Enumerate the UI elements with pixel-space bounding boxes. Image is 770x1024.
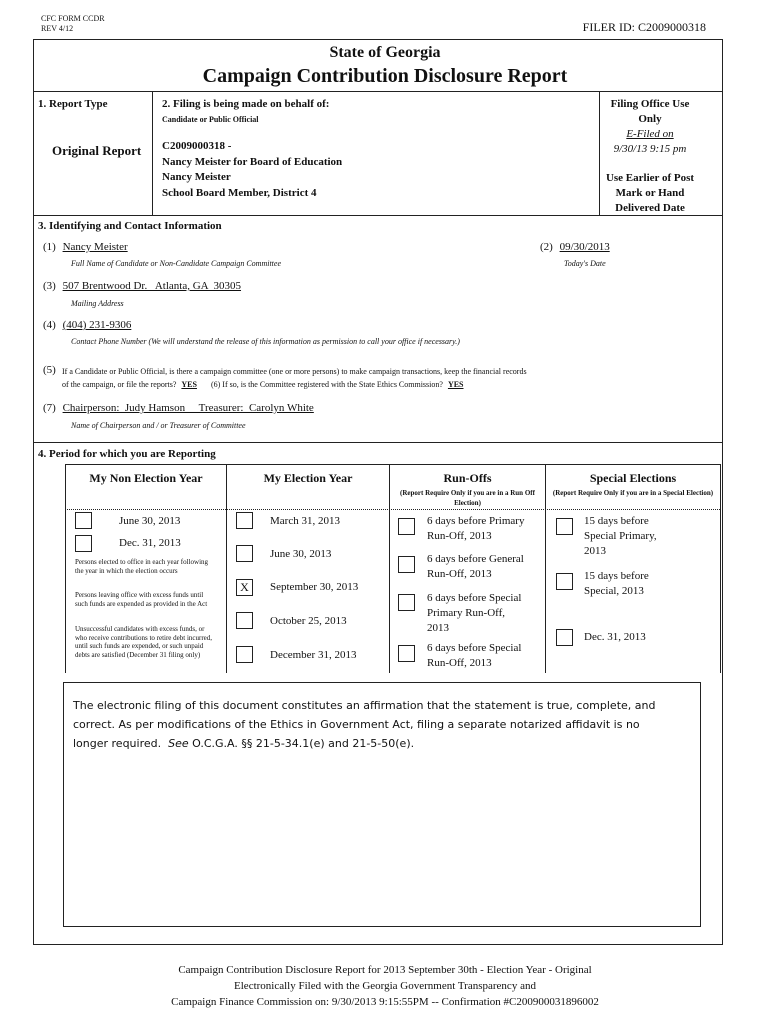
- primary-runoff-line1: 6 days before Primary: [427, 515, 525, 527]
- filer-id-line: C2009000318 -: [162, 140, 232, 152]
- field-3-row: [43, 280, 241, 292]
- field-4-row: [43, 319, 131, 331]
- june-30-nonelection-checkbox[interactable]: [75, 512, 92, 529]
- special-election-label: [584, 569, 649, 599]
- period-col-rule-1: [226, 464, 227, 673]
- special-runoff-line2: Run-Off, 2013: [427, 657, 492, 669]
- affirmation-line-3: [73, 734, 683, 753]
- field-1-label: Full Name of Candidate or Non-Candidate Campaign Committee: [71, 259, 281, 268]
- period-header-rule: [65, 509, 720, 510]
- form-code-name: CFC FORM CCDR: [41, 14, 105, 23]
- filer-id: FILER ID: C2009000318: [582, 20, 706, 34]
- september-30-checkbox[interactable]: X: [236, 579, 253, 596]
- special-primary-line3: 2013: [584, 545, 606, 557]
- section1-heading: 1. Report Type: [38, 98, 108, 110]
- run-offs-note: (Report Require Only if you are in a Run Off Election): [400, 489, 535, 507]
- primary-runoff-line2: Run-Off, 2013: [427, 530, 492, 542]
- nonelection-note-1: Persons elected to office in each year following the year in which the election occurs: [75, 558, 209, 575]
- run-offs-header: Run-Offs: [443, 471, 492, 485]
- field-3-label: Mailing Address: [71, 299, 124, 308]
- rule-under-title: [33, 91, 723, 92]
- field-1-number: (1): [43, 241, 56, 253]
- mailing-address: 507 Brentwood Dr. Atlanta, GA 30305: [62, 280, 242, 292]
- section3-heading: 3. Identifying and Contact Information: [38, 220, 222, 232]
- section4-heading: 4. Period for which you are Reporting: [38, 448, 216, 460]
- general-runoff-label: [427, 552, 524, 582]
- field-7-label: Name of Chairperson and / or Treasurer of Committee: [71, 421, 246, 430]
- march-31-checkbox[interactable]: [236, 512, 253, 529]
- special-runoff-label: [427, 641, 521, 671]
- special-election-checkbox[interactable]: [556, 573, 573, 590]
- footer: [0, 962, 770, 1010]
- affirmation-citation: O.C.G.A. §§ 21-5-34.1(e) and 21-5-50(e).: [188, 737, 415, 750]
- field-5-question-2: of the campaign, or file the reports?: [62, 380, 177, 389]
- general-runoff-line2: Run-Off, 2013: [427, 568, 492, 580]
- special-primary-runoff-line1: 6 days before Special: [427, 592, 522, 604]
- general-runoff-checkbox[interactable]: [398, 556, 415, 573]
- special-primary-runoff-label: [427, 591, 521, 636]
- special-primary-checkbox[interactable]: [556, 518, 573, 535]
- field-4-number: (4): [43, 319, 56, 331]
- committee-name: Nancy Meister for Board of Education: [162, 155, 343, 168]
- special-primary-label: [584, 514, 657, 559]
- footer-line-1: Campaign Contribution Disclosure Report for 2013 September 30th - Election Year - Original: [178, 964, 592, 976]
- field-4-label: Contact Phone Number (We will understand the release of this information as permission to call your office if necessary.): [71, 337, 460, 346]
- special-runoff-line1: 6 days before Special: [427, 642, 522, 654]
- affirmation-see: See: [168, 737, 189, 750]
- field-7-number: (7): [43, 402, 56, 414]
- report-type-value: Original Report: [52, 143, 142, 158]
- september-30-label: September 30, 2013: [270, 581, 359, 593]
- filer-details: [162, 139, 342, 201]
- rule-section4: [33, 442, 723, 443]
- december-31-election-checkbox[interactable]: [236, 646, 253, 663]
- candidate-full-name: Nancy Meister: [62, 241, 128, 253]
- special-runoff-checkbox[interactable]: [398, 645, 415, 662]
- special-elections-header: Special Elections: [589, 471, 677, 485]
- affirmation-line-3a: longer required.: [73, 737, 169, 750]
- period-table-top: [65, 464, 720, 465]
- dec-31-nonelection-checkbox[interactable]: [75, 535, 92, 552]
- filing-note-1: Use Earlier of Post: [605, 172, 695, 184]
- footer-line-2: Electronically Filed with the Georgia Government Transparency and: [234, 980, 536, 992]
- field-3-number: (3): [43, 280, 56, 292]
- june-30-election-checkbox[interactable]: [236, 545, 253, 562]
- chair-treasurer: Chairperson: Judy Hamson Treasurer: Carolyn White: [62, 402, 314, 414]
- efiled-date: 9/30/13 9:15 pm: [613, 143, 687, 155]
- december-31-election-label: December 31, 2013: [270, 649, 357, 661]
- filing-office-box: [600, 97, 700, 216]
- field-2-number: (2): [540, 241, 553, 253]
- election-year-header: My Election Year: [263, 471, 353, 485]
- june-30-election-label: June 30, 2013: [270, 548, 332, 560]
- special-election-line2: Special, 2013: [584, 585, 644, 597]
- primary-runoff-label: [427, 514, 524, 544]
- filing-note-3: Delivered Date: [615, 202, 685, 214]
- form-title: Campaign Contribution Disclosure Report: [202, 65, 568, 87]
- efiled-label: E-Filed on: [626, 128, 674, 140]
- period-col-rule-4: [720, 464, 721, 673]
- period-col-rule-0: [65, 464, 66, 673]
- period-col-rule-3: [545, 464, 546, 673]
- field-1-row: [43, 241, 128, 253]
- registered-answer: YES: [447, 380, 464, 389]
- special-primary-line1: 15 days before: [584, 515, 649, 527]
- affirmation-text: [73, 696, 683, 753]
- committee-answer: YES: [181, 380, 197, 389]
- filing-note-2: Mark or Hand: [615, 187, 685, 199]
- dec-31-special-label: Dec. 31, 2013: [584, 631, 646, 643]
- candidate-name: Nancy Meister: [162, 171, 231, 183]
- march-31-label: March 31, 2013: [270, 515, 340, 527]
- october-25-checkbox[interactable]: [236, 612, 253, 629]
- field-6-question: (6) If so, is the Committee registered with the State Ethics Commission?: [210, 380, 443, 389]
- form-code: [41, 14, 105, 34]
- june-30-nonelection-label: June 30, 2013: [119, 515, 181, 527]
- affirmation-line-1: The electronic filing of this document constitutes an affirmation that the statement is true, complete, and: [73, 699, 656, 712]
- filer-type: Candidate or Public Official: [162, 115, 259, 124]
- filing-office-label: Filing Office Use: [610, 98, 690, 110]
- october-25-label: October 25, 2013: [270, 615, 347, 627]
- form-revision: REV 4/12: [41, 24, 74, 33]
- dec-31-nonelection-label: Dec. 31, 2013: [119, 537, 181, 549]
- special-primary-runoff-line2: Primary Run-Off,: [427, 607, 506, 619]
- rule-col1: [152, 91, 153, 215]
- section2-heading: 2. Filing is being made on behalf of:: [162, 98, 330, 110]
- affirmation-line-2: correct. As per modifications of the Ethics in Government Act, filing a separate notarized affidavit is no: [73, 718, 640, 731]
- special-primary-runoff-checkbox[interactable]: [398, 594, 415, 611]
- filing-office-label-2: Only: [638, 113, 662, 125]
- form-state: State of Georgia: [329, 44, 441, 61]
- primary-runoff-checkbox[interactable]: [398, 518, 415, 535]
- nonelection-note-2: Persons leaving office with excess funds until such funds are expended as provided in the Act: [75, 591, 208, 608]
- non-election-year-header: My Non Election Year: [89, 471, 203, 485]
- office-sought: School Board Member, District 4: [162, 186, 317, 199]
- footer-line-3: Campaign Finance Commission on: 9/30/2013 9:15:55PM -- Confirmation #C200900031896002: [171, 996, 599, 1008]
- special-election-line1: 15 days before: [584, 570, 649, 582]
- todays-date: 09/30/2013: [559, 241, 610, 253]
- special-primary-line2: Special Primary,: [584, 530, 657, 542]
- field-7-row: [43, 402, 314, 414]
- period-col-rule-2: [389, 464, 390, 673]
- special-elections-note: (Report Require Only if you are in a Special Election): [552, 489, 714, 497]
- contact-phone: (404) 231-9306: [62, 319, 132, 331]
- special-primary-runoff-line3: 2013: [427, 622, 449, 634]
- nonelection-note-3: Unsuccessful candidates with excess funds, or who receive contributions to retire debt incurred, until such funds are expended, or such unpaid debts are satisfied (December 31 filing only): [75, 625, 213, 659]
- general-runoff-line1: 6 days before General: [427, 553, 524, 565]
- field-5-question-cont: [62, 380, 464, 389]
- field-2-row: [540, 241, 610, 253]
- dec-31-special-checkbox[interactable]: [556, 629, 573, 646]
- field-5-number: (5): [43, 364, 56, 376]
- field-2-label: Today's Date: [564, 259, 606, 268]
- field-5-question: If a Candidate or Public Official, is there a campaign committee (one or more persons) to make campaign transactions, keep the financial records: [62, 367, 527, 376]
